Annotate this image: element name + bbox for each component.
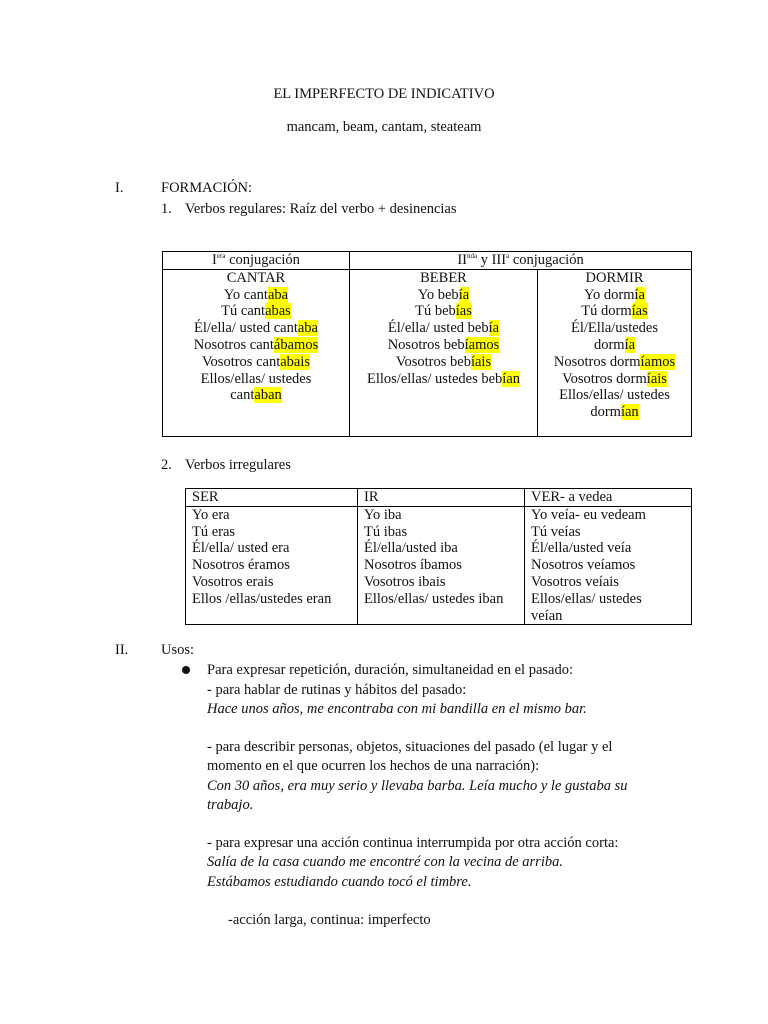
regular-verbs-table: [162, 251, 692, 437]
verb-ending-highlight: ía: [634, 286, 645, 303]
verb-stem: Tú cant: [221, 303, 266, 320]
cantar-conjugation-line: [167, 303, 345, 320]
ser-conjugation-line: Ellos /ellas/ustedes eran: [192, 590, 332, 607]
cantar-cell: [163, 269, 350, 436]
ser-conjugation-line: Él/ella/ usted era: [192, 540, 290, 557]
verb-ending-highlight: abais: [280, 353, 311, 370]
verb-ending-highlight: íamos: [640, 353, 676, 370]
first-conjugation-header: $I^{era}$ conjugación: [163, 252, 350, 270]
verb-ending-highlight: ían: [502, 370, 521, 387]
beber-conjugation-line: [354, 287, 533, 304]
verb-stem: dorm: [593, 336, 625, 353]
beber-verb: BEBER: [420, 269, 467, 286]
cantar-verb: CANTAR: [226, 269, 286, 286]
ver-conjugation-line: veían: [531, 607, 563, 624]
ir-conjugation-line: Él/ella/usted iba: [364, 540, 458, 557]
verb-ending-highlight: aba: [267, 286, 289, 303]
beber-cell: [350, 269, 538, 436]
beber-conjugation-line: [354, 320, 533, 337]
verb-stem: Nosotros cant: [193, 336, 274, 353]
ir-conjugation-line: Vosotros ibais: [364, 573, 446, 590]
ver-conjugation-line: Vosotros veíais: [531, 573, 619, 590]
irregular-body-row: [186, 506, 692, 625]
verb-stem: Ellos/ellas/ ustedes: [559, 387, 670, 404]
irregular-verbs-table: [185, 488, 692, 625]
ser-conjugation-line: Vosotros erais: [192, 573, 274, 590]
beber-conjugation-line: [354, 337, 533, 354]
dormir-verb: DORMIR: [585, 269, 644, 286]
ir-header: IR: [358, 489, 525, 507]
verb-ending-highlight: ías: [631, 303, 648, 320]
verb-stem: Nosotros beb: [387, 336, 465, 353]
dormir-conjugation-line: [542, 337, 687, 354]
section-2-heading: Usos:: [161, 642, 195, 658]
dormir-conjugation-line: [542, 354, 687, 371]
verb-stem: Yo beb: [417, 286, 459, 303]
verb-stem: Vosotros cant: [201, 353, 281, 370]
dormir-conjugation-line: [542, 404, 687, 421]
example-1: Hace unos años, me encontraba con mi bandilla en el mismo bar.: [207, 701, 587, 717]
ver-conjugation-line: Nosotros veíamos: [531, 557, 636, 574]
example-2-line-1: Con 30 años, era muy serio y llevaba barba. Leía mucho y le gustaba su: [207, 778, 628, 794]
ser-cell: [186, 506, 358, 625]
ir-conjugation-line: Tú ibas: [364, 523, 408, 540]
example-3-line-2: Estábamos estudiando cuando tocó el timbre.: [207, 874, 472, 890]
verb-stem: dorm: [590, 404, 621, 421]
ir-cell: [358, 506, 525, 625]
section-2-numeral: II.: [115, 642, 129, 658]
verb-ending-highlight: íais: [470, 353, 492, 370]
ser-conjugation-line: Nosotros éramos: [192, 557, 290, 574]
bullet-icon: [182, 666, 190, 674]
ver-conjugation-line: Él/ella/usted veía: [531, 540, 632, 557]
dormir-cell: [538, 269, 692, 436]
beber-conjugation-line: [354, 371, 533, 388]
verb-ending-highlight: ías: [455, 303, 472, 320]
use-1-text: - para hablar de rutinas y hábitos del pasado:: [207, 682, 467, 698]
verb-stem: Yo dorm: [584, 286, 635, 303]
ser-header: SER: [186, 489, 358, 507]
conjugation-body-row: [163, 269, 692, 436]
verb-stem: Él/Ella/ustedes: [571, 320, 658, 337]
cantar-conjugation-line: [167, 337, 345, 354]
ver-header: VER- a vedea: [525, 489, 692, 507]
example-2-line-2: trabajo.: [207, 797, 254, 813]
verb-stem: Él/ella/ usted cant: [193, 320, 298, 337]
cantar-conjugation-line: [167, 371, 345, 388]
verb-ending-highlight: aban: [254, 387, 282, 404]
verb-stem: Nosotros dorm: [553, 353, 641, 370]
verb-ending-highlight: ábamos: [273, 336, 319, 353]
verb-stem: Ellos/ellas/ ustedes: [200, 370, 312, 387]
verb-ending-highlight: ía: [488, 320, 500, 337]
dormir-conjugation-line: [542, 387, 687, 404]
ir-conjugation-line: Nosotros íbamos: [364, 557, 462, 574]
conjugation-header-row: [163, 252, 692, 270]
verb-stem: Yo cant: [223, 286, 268, 303]
bullet-text: Para expresar repetición, duración, simultaneidad en el pasado:: [207, 662, 573, 678]
ver-conjugation-line: Ellos/ellas/ ustedes: [531, 590, 642, 607]
example-3-line-1: Salía de la casa cuando me encontré con la vecina de arriba.: [207, 854, 563, 870]
verb-ending-highlight: íamos: [464, 336, 500, 353]
ver-conjugation-line: Tú veías: [531, 523, 581, 540]
verb-stem: Vosotros dorm: [562, 370, 647, 387]
document-title: EL IMPERFECTO DE INDICATIVO: [273, 86, 495, 102]
ver-cell: [525, 506, 692, 625]
verb-ending-highlight: ían: [620, 404, 639, 421]
item-2-number: 2.: [161, 457, 172, 473]
ir-conjugation-line: Ellos/ellas/ ustedes iban: [364, 590, 504, 607]
cantar-conjugation-line: [167, 354, 345, 371]
item-1-text: Verbos regulares: Raíz del verbo + desinencias: [185, 201, 457, 217]
verb-stem: Vosotros beb: [395, 353, 471, 370]
verb-ending-highlight: aba: [297, 320, 318, 337]
dormir-conjugation-line: [542, 303, 687, 320]
verb-stem: Él/ella/ usted beb: [387, 320, 489, 337]
verb-stem: Tú dorm: [581, 303, 632, 320]
dormir-conjugation-line: [542, 320, 687, 337]
beber-conjugation-line: [354, 303, 533, 320]
verb-stem: cant: [230, 387, 255, 404]
ver-conjugation-line: Yo veía- eu vedeam: [531, 506, 646, 523]
dormir-conjugation-line: [542, 287, 687, 304]
section-1-numeral: I.: [115, 180, 124, 196]
use-3-text: - para expresar una acción continua interrumpida por otra acción corta:: [207, 835, 619, 851]
dormir-conjugation-line: [542, 371, 687, 388]
verb-ending-highlight: ía: [624, 336, 636, 353]
beber-conjugation-line: [354, 354, 533, 371]
irregular-header-row: [186, 489, 692, 507]
verb-ending-highlight: abas: [265, 303, 291, 320]
note-text: -acción larga, continua: imperfecto: [228, 912, 431, 928]
item-2-text: Verbos irregulares: [185, 457, 291, 473]
ser-conjugation-line: Tú eras: [192, 523, 236, 540]
use-2-line-2: momento en el que ocurren los hechos de una narración):: [207, 758, 540, 774]
verb-ending-highlight: ía: [458, 286, 470, 303]
cantar-conjugation-line: [167, 320, 345, 337]
second-third-conjugation-header: $II^{nda}$ y III$^a$ conjugación: [350, 252, 692, 270]
cantar-conjugation-line: [167, 287, 345, 304]
cantar-conjugation-line: [167, 387, 345, 404]
item-1-number: 1.: [161, 201, 172, 217]
ir-conjugation-line: Yo iba: [364, 506, 402, 523]
verb-ending-highlight: íais: [646, 370, 667, 387]
document-subtitle: mancam, beam, cantam, steateam: [286, 119, 482, 135]
use-2-line-1: - para describir personas, objetos, situaciones del pasado (el lugar y el: [207, 739, 613, 755]
verb-stem: Ellos/ellas/ ustedes beb: [366, 370, 503, 387]
ser-conjugation-line: Yo era: [192, 506, 230, 523]
verb-stem: Tú beb: [415, 303, 456, 320]
section-1-heading: FORMACIÓN:: [161, 180, 253, 196]
